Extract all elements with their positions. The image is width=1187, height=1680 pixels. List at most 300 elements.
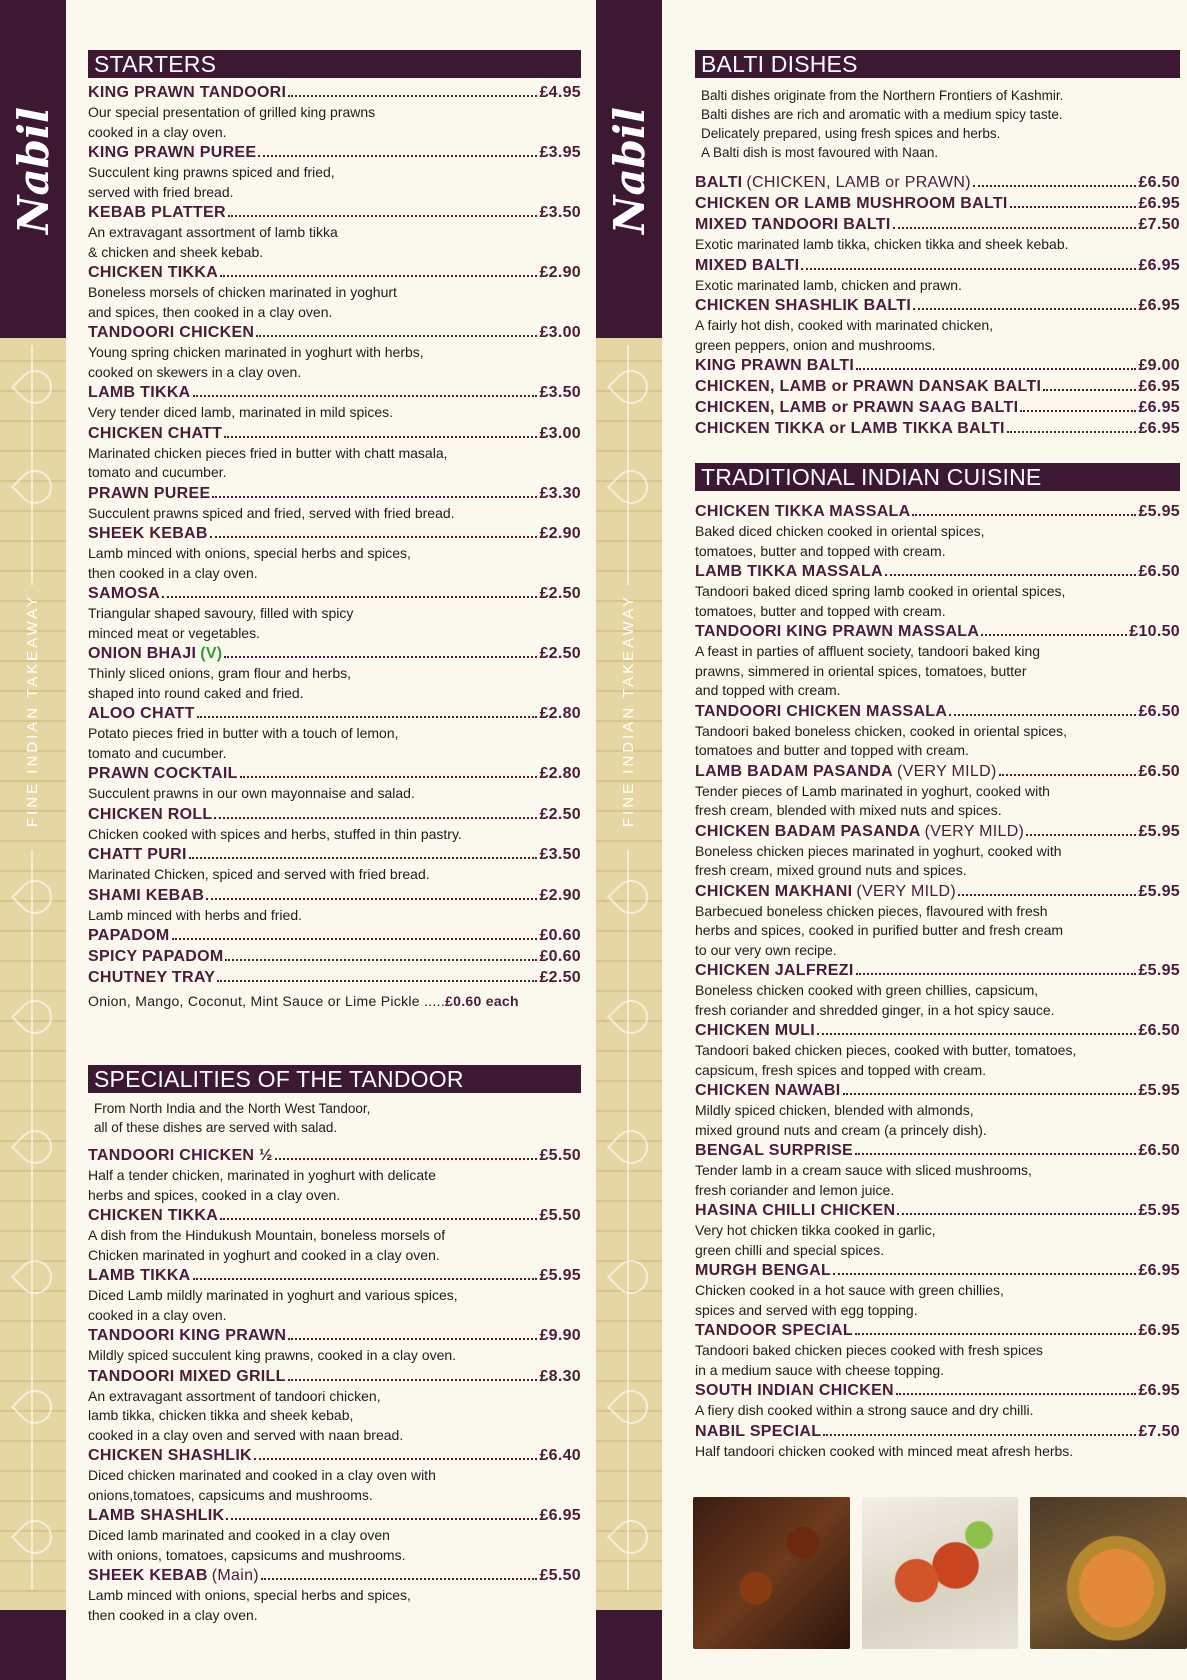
menu-item-line	[88, 142, 581, 163]
menu-item-name: SHAMI KEBAB	[88, 886, 205, 904]
menu-item-qualifier: (CHICKEN, LAMB or PRAWN)	[746, 174, 971, 191]
menu-item	[88, 1325, 581, 1366]
menu-item-description: Half tandoori chicken cooked with minced meat afresh herbs.	[695, 1442, 1074, 1459]
leader-dots	[261, 1578, 538, 1580]
menu-item-line	[88, 483, 581, 504]
menu-item-price: £5.95	[1138, 882, 1180, 900]
menu-item-name: CHICKEN NAWABI	[695, 1082, 841, 1099]
leader-dots	[1026, 834, 1136, 836]
brand-tagline: FINE INDIAN TAKEAWAY	[620, 593, 638, 827]
menu-item-name: KEBAB PLATTER	[88, 204, 226, 221]
brand-logo: Nabil	[8, 106, 58, 234]
menu-item-description: Boneless morsels of chicken marinated in yoghurt and spices, then cooked in a clay oven.	[88, 284, 397, 320]
paisley-ornament	[607, 1383, 655, 1431]
menu-item-price: £2.80	[539, 765, 581, 782]
leader-dots	[258, 155, 537, 157]
paisley-ornament	[11, 993, 59, 1041]
menu-item-price: £6.95	[1138, 378, 1180, 395]
menu-item-name: NABIL SPECIAL	[695, 1422, 822, 1440]
menu-item	[695, 1380, 1180, 1421]
menu-item-description: An extravagant assortment of lamb tikka & chicken and sheek kebab.	[88, 224, 338, 260]
menu-item-description: A fiery dish cooked within a strong sauce and dry chilli.	[695, 1402, 1034, 1418]
brand-logo: Nabil	[604, 106, 654, 234]
menu-item	[695, 172, 1180, 193]
menu-item	[88, 804, 581, 845]
menu-item-price: £6.50	[1138, 702, 1180, 720]
menu-item-description: Diced chicken marinated and cooked in a clay oven with onions,tomatoes, capsicums and mushrooms.	[88, 1467, 436, 1503]
menu-item	[88, 844, 581, 885]
menu-item	[695, 1140, 1180, 1200]
food-photos	[693, 1497, 1187, 1649]
leader-dots	[275, 1158, 538, 1160]
menu-item	[88, 202, 581, 262]
leader-dots	[193, 395, 538, 397]
menu-item	[695, 214, 1180, 255]
menu-item-description: Barbecued boneless chicken pieces, flavoured with fresh herbs and spices, cooked in purified butter and fresh cream to our very own recipe.	[695, 902, 1064, 958]
leader-dots	[288, 1338, 537, 1340]
menu-item-name: CHICKEN TIKKA or LAMB TIKKA BALTI	[695, 420, 1005, 437]
menu-item-line	[695, 621, 1180, 642]
menu-item	[695, 701, 1180, 761]
menu-item-line	[88, 1325, 581, 1346]
menu-item-name: MIXED TANDOORI BALTI	[695, 216, 891, 233]
menu-item	[695, 1200, 1180, 1260]
leader-dots	[893, 227, 1137, 229]
menu-item	[695, 501, 1180, 561]
menu-item-name: CHICKEN TIKKA MASSALA	[695, 503, 911, 520]
menu-item-line	[88, 523, 581, 544]
menu-item-line	[695, 376, 1180, 397]
paisley-ornament	[607, 463, 655, 511]
paisley-ornament	[11, 363, 59, 411]
menu-item-price: £3.50	[539, 204, 581, 221]
menu-item-line	[695, 1020, 1180, 1041]
menu-item-line	[695, 255, 1180, 276]
menu-item-name: CHICKEN, LAMB or PRAWN SAAG BALTI	[695, 399, 1019, 416]
leader-dots	[228, 215, 538, 217]
menu-item-price: £0.60	[539, 927, 581, 944]
menu-item-qualifier: (VERY MILD)	[856, 882, 957, 900]
menu-item-line	[695, 355, 1180, 376]
menu-item-line	[88, 1565, 581, 1586]
menu-item-price: £10.50	[1129, 623, 1180, 640]
menu-item-description: Succulent prawns in our own mayonnaise and salad.	[88, 785, 415, 801]
balti-section	[695, 50, 1180, 439]
menu-item	[695, 193, 1180, 214]
menu-item-line	[695, 1320, 1180, 1341]
leader-dots	[897, 1213, 1136, 1215]
leader-dots	[958, 894, 1136, 896]
menu-item-description: Marinated Chicken, spiced and served with fried bread.	[88, 866, 430, 882]
paisley-ornament	[607, 1513, 655, 1561]
menu-item	[88, 82, 581, 142]
section-intro: Balti dishes originate from the Northern Frontiers of Kashmir. Balti dishes are rich and aromatic with a medium spicy taste. Delicately prepared, using fresh spices and herbs. A Balti dish is most favoured with Naan.	[701, 88, 1064, 160]
leader-dots	[885, 574, 1137, 576]
menu-item	[88, 643, 581, 703]
menu-item-name: KING PRAWN BALTI	[695, 357, 855, 374]
menu-item-price: £5.50	[539, 1207, 581, 1224]
leader-dots	[224, 436, 537, 438]
leader-dots	[193, 1278, 538, 1280]
menu-item-line	[695, 501, 1180, 522]
menu-item-line	[88, 1445, 581, 1466]
menu-item-qualifier: (Main)	[211, 1567, 259, 1584]
curry-dish-photo	[1030, 1497, 1187, 1649]
menu-item-description: A feast in parties of affluent society, tandoori baked king prawns, simmered in oriental spices, tomatoes, butter and topped with cream.	[695, 643, 1041, 698]
leader-dots	[823, 1434, 1136, 1436]
menu-item-name: CHICKEN CHATT	[88, 424, 223, 442]
section-intro: From North India and the North West Tandoor, all of these dishes are served with salad.	[94, 1101, 371, 1135]
section-title: BALTI DISHES	[695, 50, 1180, 78]
menu-item	[88, 1505, 581, 1565]
menu-item-name: PAPADOM	[88, 927, 170, 944]
tandoor-section	[88, 1065, 581, 1625]
leader-dots	[855, 1333, 1136, 1335]
menu-item-name: CHICKEN SHASHLIK BALTI	[695, 297, 912, 314]
menu-item-line	[695, 1421, 1180, 1442]
leader-dots	[1010, 206, 1137, 208]
menu-item	[88, 1205, 581, 1265]
menu-item-name: SHEEK KEBAB	[88, 1567, 208, 1584]
menu-item-name: CHICKEN TIKKA	[88, 264, 219, 281]
menu-item-line	[695, 418, 1180, 439]
menu-item	[88, 763, 581, 804]
menu-item-price: £6.95	[1138, 256, 1180, 274]
menu-item-name: CHICKEN BADAM PASANDA	[695, 822, 921, 840]
menu-item-line	[88, 763, 581, 784]
menu-item-description: Thinly sliced onions, gram flour and herbs, shaped into round caked and fried.	[88, 665, 352, 701]
menu-item-price: £3.50	[539, 846, 581, 863]
menu-item-line	[88, 1505, 581, 1526]
menu-item-line	[695, 295, 1180, 316]
menu-item-price: £5.95	[1138, 503, 1180, 520]
menu-item-line	[88, 262, 581, 283]
leader-dots	[162, 596, 537, 598]
leader-dots	[256, 335, 537, 337]
menu-item-price: £0.60	[539, 948, 581, 965]
menu-item-line	[88, 703, 581, 724]
leader-dots	[288, 95, 537, 97]
menu-item-price: £2.90	[539, 886, 581, 904]
leader-dots	[999, 774, 1137, 776]
menu-item-price: £6.95	[1138, 1382, 1180, 1399]
menu-item	[88, 946, 581, 967]
menu-item-description: Tender lamb in a cream sauce with sliced mushrooms, fresh coriander and lemon juice.	[695, 1162, 1032, 1198]
section-title: STARTERS	[88, 50, 581, 78]
menu-item-line	[695, 821, 1180, 842]
menu-item-name: CHICKEN SHASHLIK	[88, 1447, 252, 1464]
menu-item-price: £5.95	[539, 1267, 581, 1284]
menu-item-line	[88, 844, 581, 865]
menu-item-price: £5.95	[1138, 1082, 1180, 1099]
vine-ornament	[31, 850, 33, 1590]
paisley-ornament	[11, 1383, 59, 1431]
leader-dots	[217, 980, 537, 982]
leader-dots	[172, 938, 538, 940]
menu-item-name: KING PRAWN PUREE	[88, 144, 257, 161]
menu-item-description: Very hot chicken tikka cooked in garlic, green chilli and special spices.	[695, 1222, 936, 1258]
menu-item-description: Exotic marinated lamb tikka, chicken tikka and sheek kebab.	[695, 236, 1069, 252]
menu-item-name: TANDOORI MIXED GRILL	[88, 1367, 286, 1385]
menu-item	[695, 255, 1180, 296]
paisley-ornament	[11, 463, 59, 511]
menu-item	[695, 397, 1180, 418]
menu-item-description: Tandoori baked boneless chicken, cooked in oriental spices, tomatoes and butter and topped with cream.	[695, 722, 1068, 758]
menu-item-name: CHATT PURI	[88, 846, 187, 863]
leader-dots	[220, 1218, 537, 1220]
menu-item	[88, 703, 581, 763]
leader-dots	[189, 857, 538, 859]
menu-item-price: £5.50	[539, 1147, 581, 1164]
menu-item-price: £6.95	[1138, 195, 1180, 212]
menu-item-name: MIXED BALTI	[695, 256, 800, 274]
menu-item-name: SHEEK KEBAB	[88, 525, 208, 542]
menu-item-line	[88, 1145, 581, 1166]
menu-item-line	[695, 761, 1180, 782]
menu-item-description: Tandoori baked diced spring lamb cooked in oriental spices, tomatoes, butter and topped with cream.	[695, 583, 1066, 619]
menu-item-line	[88, 1265, 581, 1286]
menu-item	[695, 960, 1180, 1020]
menu-item-price: £2.80	[539, 705, 581, 722]
menu-item-price: £5.95	[1138, 962, 1180, 979]
menu-item-name: MURGH BENGAL	[695, 1262, 832, 1279]
paisley-ornament	[11, 873, 59, 921]
menu-item-line	[695, 1260, 1180, 1281]
menu-item-description: Young spring chicken marinated in yoghurt with herbs, cooked on skewers in a clay oven.	[88, 344, 424, 380]
menu-item-price: £3.00	[539, 424, 581, 442]
menu-item-price: £2.50	[539, 969, 581, 986]
menu-item	[695, 418, 1180, 439]
menu-item-line	[695, 561, 1180, 582]
menu-item-description: Half a tender chicken, marinated in yoghurt with delicate herbs and spices, cooked in a clay oven.	[88, 1167, 436, 1203]
menu-item-description: Lamb minced with onions, special herbs and spices, then cooked in a clay oven.	[88, 545, 411, 581]
menu-item	[695, 821, 1180, 881]
leader-dots	[912, 514, 1136, 516]
leader-dots	[288, 1379, 538, 1381]
menu-item-description: Diced lamb marinated and cooked in a clay oven with onions, tomatoes, capsicums and mushrooms.	[88, 1527, 406, 1563]
menu-item-name: LAMB BADAM PASANDA	[695, 762, 893, 780]
menu-item-description: Succulent prawns spiced and fried, served with fried bread.	[88, 504, 455, 521]
menu-item-price: £6.95	[1138, 1262, 1180, 1279]
menu-item-name: CHICKEN TIKKA	[88, 1207, 219, 1224]
menu-item-line	[695, 397, 1180, 418]
menu-item-price: £2.50	[539, 585, 581, 602]
vine-ornament	[627, 850, 629, 1590]
menu-item-price: £6.50	[1138, 563, 1180, 580]
menu-item-description: A fairly hot dish, cooked with marinated chicken, green peppers, onion and mushrooms.	[695, 317, 994, 353]
menu-item-price: £5.95	[1138, 1202, 1180, 1219]
paisley-ornament	[607, 1123, 655, 1171]
leader-dots	[1020, 410, 1136, 412]
menu-item-name: LAMB TIKKA	[88, 1267, 191, 1284]
menu-item-line	[88, 925, 581, 946]
menu-item-name: TANDOORI CHICKEN ½	[88, 1147, 273, 1164]
leader-dots	[913, 308, 1136, 310]
menu-item-price: £6.95	[1138, 399, 1180, 416]
menu-item-name: LAMB TIKKA MASSALA	[695, 563, 883, 580]
menu-item-description: Diced Lamb mildly marinated in yoghurt and various spices, cooked in a clay oven.	[88, 1287, 458, 1323]
menu-item-description: Boneless chicken cooked with green chillies, capsicum, fresh coriander and shredded ginger, in a hot spicy sauce.	[695, 982, 1055, 1018]
menu-item	[88, 925, 581, 946]
paisley-ornament	[11, 1123, 59, 1171]
menu-item-name: LAMB SHASHLIK	[88, 1507, 225, 1524]
menu-item-price: £6.40	[539, 1447, 581, 1464]
leader-dots	[973, 185, 1137, 187]
menu-item-description: Baked diced chicken cooked in oriental spices, tomatoes, butter and topped with cream.	[695, 523, 985, 559]
leader-dots	[210, 536, 538, 538]
menu-item-line	[88, 583, 581, 604]
paisley-ornament	[607, 1253, 655, 1301]
leader-dots	[224, 656, 537, 658]
menu-item	[88, 1445, 581, 1505]
menu-item-name: TANDOORI KING PRAWN MASSALA	[695, 623, 980, 640]
menu-item-line	[695, 1080, 1180, 1101]
menu-item	[695, 761, 1180, 821]
leader-dots	[843, 1093, 1137, 1095]
menu-item-name: SOUTH INDIAN CHICKEN	[695, 1382, 894, 1399]
menu-item-line	[88, 1366, 581, 1387]
menu-item-name: KING PRAWN TANDOORI	[88, 84, 287, 101]
menu-item-name: ONION BHAJI	[88, 645, 197, 662]
menu-item-description: Lamb minced with onions, special herbs and spices, then cooked in a clay oven.	[88, 1587, 411, 1623]
menu-item-price: £6.95	[1138, 297, 1180, 314]
menu-item-line	[88, 82, 581, 103]
menu-item	[88, 262, 581, 322]
menu-item-price: £3.50	[539, 384, 581, 401]
menu-item	[695, 1080, 1180, 1140]
menu-item-price: £2.90	[539, 264, 581, 281]
menu-item	[695, 1020, 1180, 1080]
menu-item-qualifier: (VERY MILD)	[924, 822, 1025, 840]
menu-item	[88, 967, 581, 988]
menu-item-name: CHICKEN MULI	[695, 1022, 816, 1039]
leader-dots	[206, 898, 537, 900]
menu-item	[88, 1145, 581, 1205]
menu-item-description: An extravagant assortment of tandoori chicken, lamb tikka, chicken tikka and sheek kebab, cooked in a clay oven and served with naan bread.	[88, 1387, 404, 1443]
menu-item-line	[88, 804, 581, 825]
chutney-note: Onion, Mango, Coconut, Mint Sauce or Lime Pickle ..... £0.60 each	[88, 991, 581, 1012]
menu-item-price: £6.50	[1138, 1142, 1180, 1159]
menu-item	[695, 881, 1180, 961]
menu-item-price: £2.50	[539, 805, 581, 823]
band-bottom-block	[0, 1610, 66, 1680]
leader-dots	[801, 268, 1136, 270]
menu-item	[88, 885, 581, 926]
menu-item-price: £6.95	[1138, 1322, 1180, 1339]
left-decorative-band	[0, 0, 66, 1680]
menu-item	[695, 355, 1180, 376]
menu-item-description: Tandoori baked chicken pieces cooked with fresh spices in a medium sauce with cheese topping.	[695, 1342, 1043, 1378]
menu-item-line	[88, 946, 581, 967]
menu-item-line	[88, 1205, 581, 1226]
menu-item-description: Mildly spiced chicken, blended with almonds, mixed ground nuts and cream (a princely dish).	[695, 1102, 987, 1138]
menu-item	[88, 142, 581, 202]
menu-item-price: £2.90	[539, 525, 581, 542]
leader-dots	[212, 496, 537, 498]
menu-item-price: £5.50	[539, 1567, 581, 1584]
menu-item-name: CHICKEN, LAMB or PRAWN DANSAK BALTI	[695, 378, 1042, 395]
leader-dots	[856, 973, 1137, 975]
menu-item	[695, 1421, 1180, 1462]
menu-item	[88, 1366, 581, 1446]
menu-item-description: Chicken cooked in a hot sauce with green chillies, spices and served with egg topping.	[695, 1282, 1004, 1318]
menu-item-description: Lamb minced with herbs and fried.	[88, 906, 302, 923]
menu-item-price: £9.00	[1138, 357, 1180, 374]
menu-item	[695, 561, 1180, 621]
menu-item-description: Tender pieces of Lamb marinated in yoghurt, cooked with fresh cream, blended with mixed nuts and spices.	[695, 782, 1050, 818]
traditional-section	[695, 463, 1180, 1461]
menu-item-name: TANDOORI CHICKEN MASSALA	[695, 702, 948, 720]
menu-item-description: Marinated chicken pieces fried in butter with chatt masala, tomato and cucumber.	[88, 444, 448, 480]
menu-item-description: Chicken cooked with spices and herbs, stuffed in thin pastry.	[88, 825, 462, 842]
menu-item-line	[695, 214, 1180, 235]
menu-item-line	[695, 960, 1180, 981]
menu-item-price: £3.95	[539, 144, 581, 161]
menu-item-description: Our special presentation of grilled king prawns cooked in a clay oven.	[88, 104, 376, 140]
menu-panel-right	[665, 0, 1187, 1680]
chicken-tikka-photo	[862, 1497, 1019, 1649]
leader-dots	[949, 714, 1136, 716]
leader-dots	[855, 1153, 1136, 1155]
menu-item-line	[88, 202, 581, 223]
menu-item-line	[695, 172, 1180, 193]
menu-item-description: Exotic marinated lamb, chicken and prawn.	[695, 276, 962, 293]
menu-item-name: PRAWN PUREE	[88, 484, 211, 502]
menu-item-qualifier: (VERY MILD)	[896, 762, 997, 780]
paisley-ornament	[11, 1253, 59, 1301]
menu-item-price: £6.50	[1138, 174, 1180, 191]
menu-item-line	[695, 881, 1180, 902]
menu-item-name: HASINA CHILLI CHICKEN	[695, 1202, 896, 1219]
menu-item	[88, 322, 581, 382]
leader-dots	[896, 1393, 1137, 1395]
menu-item-description: Potato pieces fried in butter with a touch of lemon, tomato and cucumber.	[88, 725, 399, 761]
starters-section	[88, 50, 581, 1012]
leader-dots	[226, 1518, 537, 1520]
leader-dots	[225, 959, 537, 961]
menu-item-line	[88, 643, 581, 664]
leader-dots	[254, 1458, 538, 1460]
menu-item-line	[88, 423, 581, 444]
menu-item-price: £7.50	[1138, 216, 1180, 233]
right-decorative-band	[596, 0, 662, 1680]
menu-item-line	[695, 1380, 1180, 1401]
paisley-ornament	[607, 993, 655, 1041]
menu-item-line	[695, 193, 1180, 214]
leader-dots	[197, 716, 538, 718]
menu-item	[695, 1260, 1180, 1320]
paisley-ornament	[11, 1513, 59, 1561]
menu-item-price: £8.30	[539, 1367, 581, 1385]
menu-item-price: £5.95	[1138, 822, 1180, 840]
menu-item	[88, 423, 581, 483]
section-title: TRADITIONAL INDIAN CUISINE	[695, 463, 1180, 491]
leader-dots	[1043, 389, 1136, 391]
menu-item-line	[695, 1200, 1180, 1221]
menu-item-name: TANDOOR SPECIAL	[695, 1322, 853, 1339]
menu-item	[88, 583, 581, 643]
menu-item-price: £2.50	[539, 645, 581, 662]
menu-item-description: Tandoori baked chicken pieces, cooked with butter, tomatoes, capsicum, fresh spices and topped with cream.	[695, 1042, 1077, 1078]
menu-item-description: Very tender diced lamb, marinated in mild spices.	[88, 404, 394, 420]
menu-item	[695, 295, 1180, 355]
menu-item-name: PRAWN COCKTAIL	[88, 765, 238, 782]
menu-item-name: CHUTNEY TRAY	[88, 969, 216, 986]
menu-panel-left	[68, 0, 593, 1680]
menu-item-name: CHICKEN ROLL	[88, 805, 213, 823]
leader-dots	[856, 368, 1136, 370]
menu-item-name: LAMB TIKKA	[88, 384, 191, 401]
